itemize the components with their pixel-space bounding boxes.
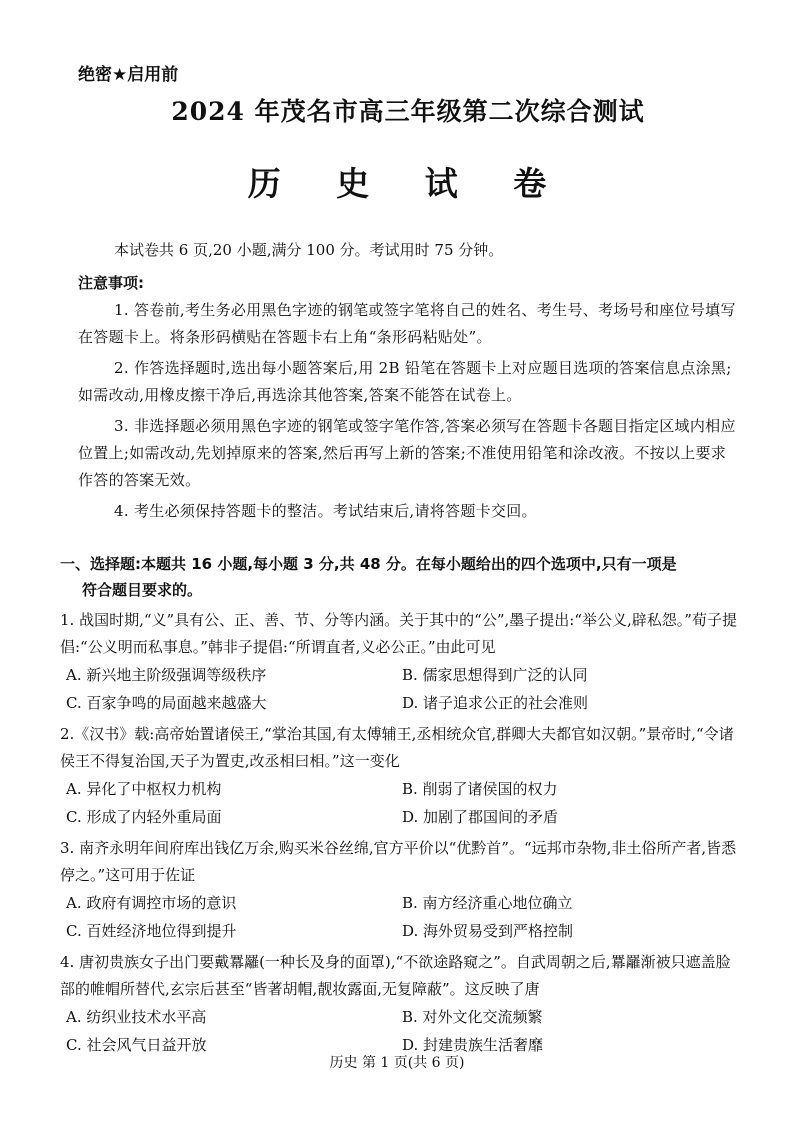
question-stem: 1. 战国时期,“义”具有公、正、善、节、分等内涵。关于其中的“公”,墨子提出:“举公义,辟私怨。”荀子提倡:“公义明而私事息。”韩非子提倡:“所谓直者,义必公正。”由此可见 — [60, 611, 737, 656]
notice-heading: 注意事项: — [78, 274, 144, 292]
option-d: D. 封建贵族生活奢靡 — [402, 1036, 544, 1054]
section-heading — [60, 551, 738, 603]
option-b: B. 儒家思想得到广泛的认同 — [402, 666, 588, 684]
option-a: A. 异化了中枢权力机构 — [66, 780, 222, 798]
option-a: A. 政府有调控市场的意识 — [66, 894, 237, 912]
secret-label: 绝密★启用前 — [78, 65, 179, 85]
exam-title: 2024 年茂名市高三年级第二次综合测试 — [171, 97, 645, 126]
option-c: C. 百家争鸣的局面越来越盛大 — [66, 694, 267, 712]
option-d: D. 海外贸易受到严格控制 — [402, 922, 574, 940]
options-grid — [60, 1003, 738, 1059]
option-d: D. 加剧了郡国间的矛盾 — [402, 808, 559, 826]
question-4 — [60, 949, 738, 1059]
notice-item-4: 4. 考生必须保持答题卡的整洁。考试结束后,请将答题卡交回。 — [114, 502, 537, 520]
subject-title: 历 史 试 卷 — [247, 164, 569, 203]
intro-text: 本试卷共 6 页,20 小题,满分 100 分。考试用时 75 分钟。 — [114, 241, 504, 259]
option-c: C. 形成了内轻外重局面 — [66, 808, 222, 826]
options-grid — [60, 775, 738, 831]
notice-item-1: 1. 答卷前,考生务必用黑色字迹的钢笔或签字笔将自己的姓名、考生号、考场号和座位号填写在答题卡上。将条形码横贴在答题卡右上角“条形码粘贴处”。 — [78, 301, 736, 346]
options-grid — [60, 889, 738, 945]
option-b: B. 对外文化交流频繁 — [402, 1008, 543, 1026]
question-stem: 3. 南齐永明年间府库出钱亿万余,购买米谷丝绵,官方平价以“优黔首”。“远邦市杂物,非土俗所产者,皆悉停之。”这可用于佐证 — [60, 839, 737, 884]
option-a: A. 新兴地主阶级强调等级秩序 — [66, 666, 267, 684]
option-a: A. 纺织业技术水平高 — [66, 1008, 207, 1026]
option-b: B. 南方经济重心地位确立 — [402, 894, 573, 912]
section-heading-line2: 符合题目要求的。 — [82, 581, 203, 599]
option-b: B. 削弱了诸侯国的权力 — [402, 780, 558, 798]
notice-item-3: 3. 非选择题必须用黑色字迹的钢笔或签字笔作答,答案必须写在答题卡各题目指定区域内相应位置上;如需改动,先划掉原来的答案,然后再写上新的答案;不准使用铅笔和涂改液。不按以上要求作答的答案无效。 — [78, 417, 736, 489]
section-heading-line1: 一、选择题:本题共 16 小题,每小题 3 分,共 48 分。在每小题给出的四个选项中,只有一项是 — [60, 555, 677, 573]
option-c: C. 社会风气日益开放 — [66, 1036, 207, 1054]
question-stem: 2.《汉书》载:高帝始置诸侯王,“掌治其国,有太傅辅王,丞相统众官,群卿大夫都官如汉朝。”景帝时,“令诸侯王不得复治国,天子为置吏,改丞相曰相。”这一变化 — [60, 725, 734, 770]
options-grid — [60, 661, 738, 717]
question-3 — [60, 835, 738, 945]
page-footer: 历史 第 1 页(共 6 页) — [329, 1055, 465, 1071]
option-c: C. 百姓经济地位得到提升 — [66, 922, 237, 940]
notice-item-2: 2. 作答选择题时,选出每小题答案后,用 2B 铅笔在答题卡上对应题目选项的答案信息点涂黑;如需改动,用橡皮擦干净后,再选涂其他答案,答案不能答在试卷上。 — [78, 359, 732, 404]
question-2 — [60, 721, 738, 831]
question-stem: 4. 唐初贵族女子出门要戴羃䍦(一种长及身的面罩),“不欲途路窥之”。自武周朝之后,羃䍦渐被只遮盖脸部的帷帽所替代,玄宗后甚至“皆著胡帽,靓妆露面,无复障蔽”。这反映了唐 — [60, 953, 731, 998]
option-d: D. 诸子追求公正的社会准则 — [402, 694, 589, 712]
question-1 — [60, 607, 738, 717]
